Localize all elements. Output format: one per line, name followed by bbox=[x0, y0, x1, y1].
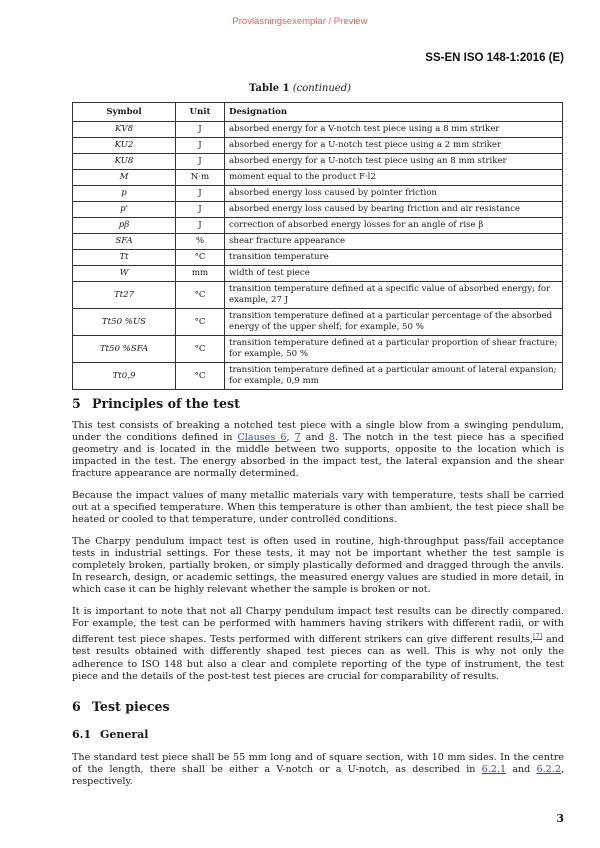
text-run: , respectively. bbox=[72, 764, 565, 788]
clauses-6-link[interactable]: Clauses 6 bbox=[237, 432, 287, 444]
designation-cell: absorbed energy loss caused by pointer friction bbox=[225, 186, 563, 202]
designation-cell: transition temperature defined at a particular proportion of shear fracture; for example, 50 % bbox=[225, 336, 563, 363]
table-row bbox=[73, 266, 563, 282]
symbol-cell: KU8 bbox=[73, 154, 176, 170]
symbol-cell: p bbox=[73, 186, 176, 202]
symbol-cell: p' bbox=[73, 202, 176, 218]
symbol-cell: Tt50 %US bbox=[73, 309, 176, 336]
text-run: . The notch in the test piece has a specified geometry and is located in the middle between two supports, opposite to the location which is impacted in the test. The energy absorbed in the impact test, the lateral expansion and the shear fracture appearance are normally determined. bbox=[72, 432, 565, 480]
table-row bbox=[73, 309, 563, 336]
preview-banner: Provläsningsexemplar / Preview bbox=[232, 16, 368, 27]
table-caption bbox=[0, 83, 600, 94]
unit-cell: J bbox=[176, 122, 225, 138]
unit-cell: °C bbox=[176, 282, 225, 309]
standard-id: SS-EN ISO 148-1:2016 (E) bbox=[425, 52, 564, 64]
section-5-number: 5 bbox=[72, 396, 81, 411]
text-run: and bbox=[506, 764, 537, 776]
section-6-1-title: General bbox=[100, 728, 149, 741]
clause-6-2-1-link[interactable]: 6.2.1 bbox=[481, 764, 507, 776]
symbol-cell: Tt27 bbox=[73, 282, 176, 309]
page-number: 3 bbox=[556, 812, 564, 825]
reference-7-link[interactable]: [7] bbox=[532, 632, 543, 641]
table-header-row bbox=[73, 103, 563, 122]
designation-cell: transition temperature defined at a specific value of absorbed energy; for example, 27 J bbox=[225, 282, 563, 309]
section-6-title: Test pieces bbox=[92, 699, 170, 714]
table-row bbox=[73, 234, 563, 250]
section-6-heading bbox=[72, 699, 170, 714]
text-run: The standard test piece shall be 55 mm long and of square section, with 10 mm sides. In the centre of the length, there shall be either a V-notch or a U-notch, as described in bbox=[72, 752, 564, 776]
unit-cell: J bbox=[176, 186, 225, 202]
designation-cell: absorbed energy loss caused by bearing friction and air resistance bbox=[225, 202, 563, 218]
table-caption-continued: (continued) bbox=[292, 83, 352, 94]
designation-cell: transition temperature defined at a particular percentage of the absorbed energy of the upper shelf; for example, 50 % bbox=[225, 309, 563, 336]
unit-cell: °C bbox=[176, 336, 225, 363]
symbol-cell: W bbox=[73, 266, 176, 282]
symbol-cell: Tt50 %SFA bbox=[73, 336, 176, 363]
unit-cell: °C bbox=[176, 250, 225, 266]
table-row bbox=[73, 170, 563, 186]
section-5-title: Principles of the test bbox=[92, 396, 240, 411]
table-row bbox=[73, 122, 563, 138]
section-6-1-paragraph bbox=[72, 752, 564, 788]
section-6-1-number: 6.1 bbox=[72, 728, 92, 741]
unit-cell: mm bbox=[176, 266, 225, 282]
table-row bbox=[73, 250, 563, 266]
text-run: It is important to note that not all Charpy pendulum impact test results can be directly compared. For example, the test can be performed with hammers having strikers with different radii, or with different test piece shapes. Tests performed with different strikers can give different results, bbox=[72, 606, 564, 646]
symbol-cell: SFA bbox=[73, 234, 176, 250]
unit-cell: J bbox=[176, 218, 225, 234]
section-5-paragraph-1 bbox=[72, 420, 564, 480]
unit-cell: °C bbox=[176, 309, 225, 336]
unit-cell: N·m bbox=[176, 170, 225, 186]
designation-cell: width of test piece bbox=[225, 266, 563, 282]
symbol-cell: Tt0,9 bbox=[73, 363, 176, 390]
symbol-cell: Tt bbox=[73, 250, 176, 266]
text-run: This test consists of breaking a notched test piece with a single blow from a swinging pendulum, under the conditions defined in bbox=[72, 420, 564, 444]
section-5-paragraph-3: The Charpy pendulum impact test is often used in routine, high-throughput pass/fail acceptance tests in industrial settings. For these tests, it may not be important whether the test sample is completely broken, partially broken, or simply plastically deformed and dragged through the anvils. In research, design, or academic settings, the measured energy values are studied in more detail, in which case it can be highly relevant whether the sample is broken or not. bbox=[72, 536, 564, 596]
table-row bbox=[73, 202, 563, 218]
designation-cell: absorbed energy for a U-notch test piece using an 8 mm striker bbox=[225, 154, 563, 170]
unit-cell: °C bbox=[176, 363, 225, 390]
clause-8-link[interactable]: 8 bbox=[328, 432, 335, 444]
table-row bbox=[73, 336, 563, 363]
text-run: and bbox=[300, 432, 329, 444]
text-run: , bbox=[286, 432, 295, 444]
clause-7-link[interactable]: 7 bbox=[294, 432, 301, 444]
table-row bbox=[73, 186, 563, 202]
symbol-cell: KU2 bbox=[73, 138, 176, 154]
table-row bbox=[73, 282, 563, 309]
section-6-number: 6 bbox=[72, 699, 81, 714]
designation-cell: moment equal to the product F·l2 bbox=[225, 170, 563, 186]
table-row bbox=[73, 218, 563, 234]
designation-cell: transition temperature bbox=[225, 250, 563, 266]
section-6-1-heading bbox=[72, 728, 149, 741]
designation-cell: absorbed energy for a V-notch test piece using a 8 mm striker bbox=[225, 122, 563, 138]
symbols-table bbox=[72, 102, 563, 390]
unit-cell: J bbox=[176, 154, 225, 170]
unit-cell: J bbox=[176, 138, 225, 154]
column-header-unit: Unit bbox=[176, 103, 225, 122]
table-row bbox=[73, 154, 563, 170]
symbol-cell: pβ bbox=[73, 218, 176, 234]
unit-cell: % bbox=[176, 234, 225, 250]
section-5-paragraph-2: Because the impact values of many metallic materials vary with temperature, tests shall be carried out at a specified temperature. When this temperature is other than ambient, the test piece shall be heated or cooled to that temperature, under controlled conditions. bbox=[72, 490, 564, 526]
table-caption-main: Table 1 bbox=[248, 83, 290, 94]
section-5-heading bbox=[72, 396, 240, 411]
symbol-cell: KV8 bbox=[73, 122, 176, 138]
symbol-cell: M bbox=[73, 170, 176, 186]
designation-cell: absorbed energy for a U-notch test piece using a 2 mm striker bbox=[225, 138, 563, 154]
designation-cell: correction of absorbed energy losses for an angle of rise β bbox=[225, 218, 563, 234]
column-header-designation: Designation bbox=[225, 103, 563, 122]
designation-cell: shear fracture appearance bbox=[225, 234, 563, 250]
table-row bbox=[73, 363, 563, 390]
section-5-paragraph-4 bbox=[72, 606, 564, 683]
column-header-symbol: Symbol bbox=[73, 103, 176, 122]
text-run: and test results obtained with differently shaped test pieces can as well. This is why not only the adherence to ISO 148 but also a clear and complete reporting of the type of instrument, the test piece and the details of the post-test test pieces are crucial for comparability of results. bbox=[72, 634, 564, 682]
unit-cell: J bbox=[176, 202, 225, 218]
clause-6-2-2-link[interactable]: 6.2.2 bbox=[536, 764, 561, 776]
designation-cell: transition temperature defined at a particular amount of lateral expansion; for example, 0,9 mm bbox=[225, 363, 563, 390]
table-row bbox=[73, 138, 563, 154]
